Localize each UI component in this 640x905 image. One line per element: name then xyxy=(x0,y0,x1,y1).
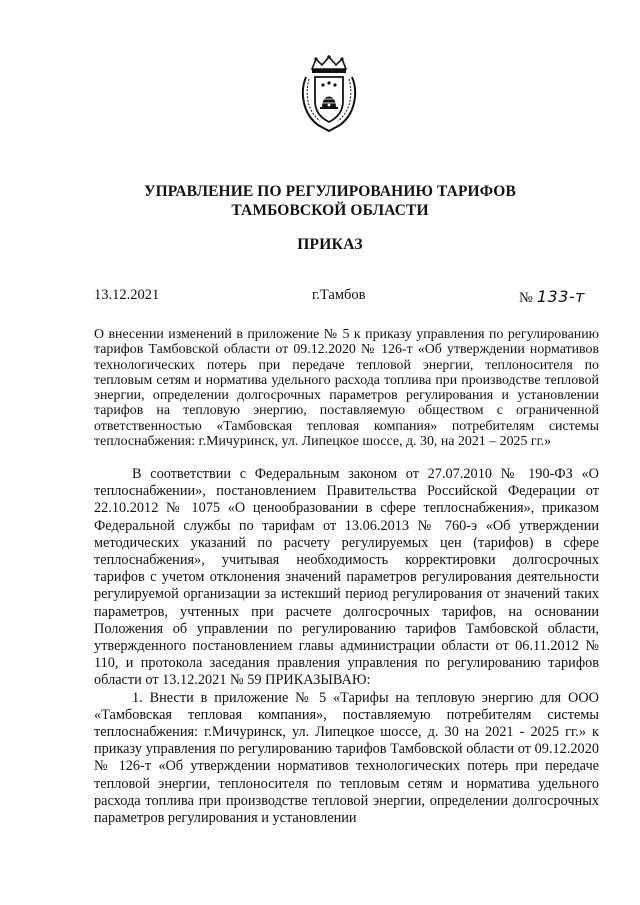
order-item-1: 1. Внести в приложение № 5 «Тарифы на тепловую энергию для ООО «Тамбовская тепловая компания», поставляемую потребителям системы теплоснабжения: г.Мичуринск, ул. Липецкое шоссе, д. 30 на 2021 - 2025 гг.» к приказу управления по регулированию тарифов Тамбовской области от 09.12.2020 № 126-т «Об утверждении нормативов технологических потерь при передаче тепловой энергии, теплоносителя по тепловым сетям и норматива удельного расхода топлива при производстве тепловой энергии, определении долгосрочных параметров регулирования и установлении xyxy=(94,689,599,827)
organization-name-line1: УПРАВЛЕНИЕ ПО РЕГУЛИРОВАНИЮ ТАРИФОВ xyxy=(144,183,516,200)
document-type: ПРИКАЗ xyxy=(297,236,363,253)
organization-name-line2: ТАМБОВСКОЙ ОБЛАСТИ xyxy=(231,202,429,219)
document-city: г.Тамбов xyxy=(312,287,366,303)
number-handwritten: 133-т xyxy=(536,287,585,306)
document-number xyxy=(519,287,585,307)
document-date: 13.12.2021 xyxy=(94,287,160,303)
coat-of-arms-icon xyxy=(298,55,360,133)
preamble-paragraph: В соответствии с Федеральным законом от 27.07.2010 № 190-ФЗ «О теплоснабжении», постановлением Правительства Российской Федерации от 22.10.2012 № 1075 «О ценообразовании в сфере теплоснабжения», приказом Федеральной службы по тарифам от 13.06.2013 № 760-э «Об утверждении методических указаний по расчету регулируемых цен (тарифов) в сфере теплоснабжения», учитывая необходимость корректировки долгосрочных тарифов с учетом отклонения значений параметров регулирования деятельности регулируемой организации за истекший период регулирования от значений таких параметров, учтенных при расчете долгосрочных тарифов, на основании Положения об управлении по регулированию тарифов Тамбовской области, утвержденного постановлением главы администрации области от 06.11.2012 № 110, и протокола заседания правления управления по регулированию тарифов области от 13.12.2021 № 59 ПРИКАЗЫВАЮ: xyxy=(94,466,599,689)
document-subject: О внесении изменений в приложение № 5 к приказу управления по регулированию тарифов Тамбовской области от 09.12.2020 № 126-т «Об утверждении нормативов технологических потерь при передаче тепловой энергии, теплоносителя по тепловым сетям и норматива удельного расхода топлива при производстве тепловой энергии, определении долгосрочных параметров регулирования и установлении тарифов на тепловую энергию, поставляемую обществом с ограниченной ответственностью «Тамбовская тепловая компания» потребителям системы теплоснабжения: г.Мичуринск, ул. Липецкое шоссе, д. 30, на 2021 – 2025 гг.» xyxy=(94,327,599,450)
number-sign: № xyxy=(519,290,533,306)
document-body xyxy=(94,466,599,827)
